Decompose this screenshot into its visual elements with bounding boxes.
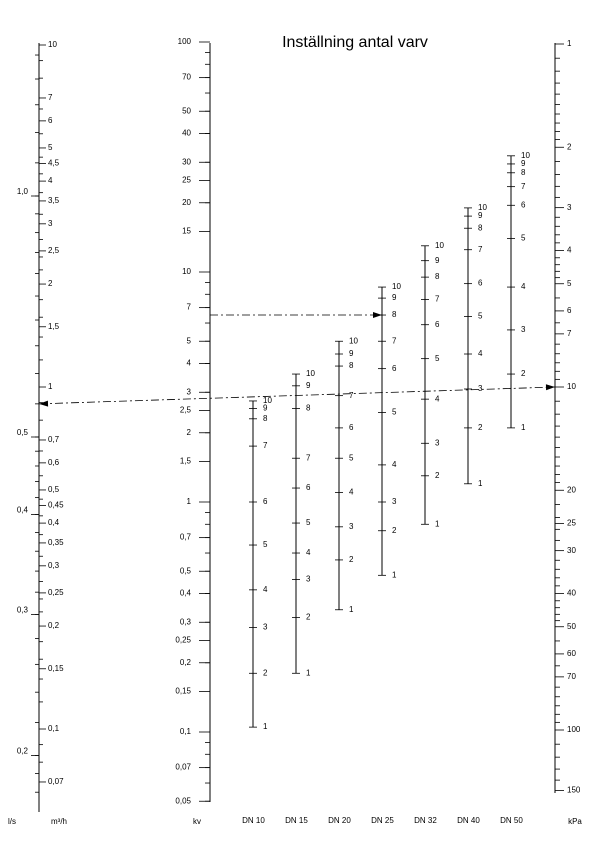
flow-ls-tick-label: 1,0 — [16, 187, 28, 197]
kv-tick-label: 3 — [186, 387, 191, 397]
flow-m3h-tick-label: 0,1 — [48, 724, 60, 734]
pressure-tick-label: 1 — [567, 39, 572, 49]
pressure-tick-label: 7 — [567, 328, 572, 338]
example-arrowhead-pressure — [546, 384, 555, 390]
valve-turn-label: 6 — [306, 483, 311, 493]
kv-tick-label: 0,5 — [179, 566, 191, 576]
kv-tick-label: 0,4 — [179, 588, 191, 598]
valve-turn-label: 5 — [435, 353, 440, 363]
valve-turn-label: 3 — [349, 521, 354, 531]
flow-m3h-tick-label: 0,6 — [48, 457, 60, 467]
flow-m3h-tick-label: 4 — [48, 176, 53, 186]
kv-tick-label: 40 — [182, 128, 191, 138]
valve-scales — [249, 151, 530, 731]
valve-turn-label: 3 — [435, 438, 440, 448]
kv-tick-label: 30 — [182, 157, 191, 167]
flow-m3h-unit: m³/h — [51, 817, 67, 826]
valve-turn-label: 5 — [521, 233, 526, 243]
valve-turn-label: 9 — [263, 403, 268, 413]
kv-tick-label: 25 — [182, 175, 191, 185]
flow-m3h-tick-label: 2,5 — [48, 246, 60, 256]
valve-name-label: DN 32 — [414, 816, 437, 826]
pressure-unit: kPa — [568, 817, 582, 826]
kv-tick-label: 0,05 — [175, 796, 191, 806]
valve-turn-label: 1 — [478, 478, 483, 488]
pressure-tick-label: 3 — [567, 202, 572, 212]
valve-turn-label: 8 — [263, 413, 268, 423]
kv-tick-label: 100 — [177, 37, 191, 47]
valve-turn-label: 9 — [349, 349, 354, 359]
nomogram-title: Inställning antal varv — [282, 34, 428, 51]
kv-tick-label: 0,25 — [175, 635, 191, 645]
valve-turn-label: 8 — [478, 223, 483, 233]
valve-turn-label: 3 — [392, 497, 397, 507]
valve-turn-label: 7 — [521, 181, 526, 191]
valve-turn-label: 4 — [349, 487, 354, 497]
flow-m3h-tick-label: 3 — [48, 218, 53, 228]
valve-turn-label: 6 — [521, 200, 526, 210]
flow-ls-unit: l/s — [8, 817, 16, 826]
kv-tick-label: 0,1 — [179, 727, 191, 737]
flow-m3h-tick-label: 3,5 — [48, 196, 60, 206]
valve-turn-label: 1 — [521, 422, 526, 432]
valve-turn-label: 5 — [263, 540, 268, 550]
flow-m3h-tick-label: 7 — [48, 93, 53, 103]
valve-turn-label: 6 — [478, 278, 483, 288]
kv-tick-label: 70 — [182, 72, 191, 82]
kv-tick-label: 1,5 — [179, 456, 191, 466]
flow-ls-ticks — [12, 0, 39, 851]
pressure-tick-label: 5 — [567, 278, 572, 288]
valve-turn-label: 10 — [478, 202, 487, 212]
valve-name-label: DN 40 — [457, 816, 480, 826]
pressure-tick-label: 100 — [567, 725, 581, 735]
pressure-tick-label: 4 — [567, 245, 572, 255]
flow-m3h-tick-label: 6 — [48, 115, 53, 125]
kv-tick-label: 2,5 — [179, 405, 191, 415]
pressure-tick-label: 10 — [567, 382, 576, 392]
pressure-ticks — [555, 39, 581, 794]
valve-turn-label: 9 — [306, 380, 311, 390]
pressure-tick-label: 20 — [567, 485, 576, 495]
valve-turn-label: 6 — [349, 422, 354, 432]
kv-tick-label: 7 — [186, 302, 191, 312]
valve-turn-label: 10 — [435, 240, 444, 250]
valve-turn-label: 7 — [435, 294, 440, 304]
valve-turn-label: 2 — [435, 470, 440, 480]
valve-name-label: DN 50 — [500, 816, 523, 826]
kv-tick-label: 0,07 — [175, 762, 191, 772]
flow-m3h-tick-label: 4,5 — [48, 158, 60, 168]
valve-turn-label: 10 — [306, 369, 315, 379]
kv-ticks — [175, 37, 210, 805]
example-arrowhead-flow — [39, 401, 48, 407]
valve-turn-label: 2 — [263, 668, 268, 678]
flow-ls-tick-label: 0,5 — [16, 428, 28, 438]
kv-tick-label: 10 — [182, 267, 191, 277]
valve-turn-label: 3 — [521, 325, 526, 335]
valve-turn-label: 9 — [478, 211, 483, 221]
kv-tick-label: 4 — [186, 358, 191, 368]
valve-turn-label: 6 — [263, 497, 268, 507]
valve-turn-label: 5 — [478, 311, 483, 321]
valve-turn-label: 10 — [521, 150, 530, 160]
valve-turn-label: 7 — [349, 390, 354, 400]
pressure-tick-label: 30 — [567, 545, 576, 555]
kv-tick-label: 2 — [186, 427, 191, 437]
flow-ls-tick-label: 0,4 — [16, 505, 28, 515]
valve-turn-label: 7 — [306, 453, 311, 463]
valve-turn-label: 2 — [349, 555, 354, 565]
valve-name-label: DN 15 — [285, 816, 308, 826]
pressure-tick-label: 2 — [567, 142, 572, 152]
kv-tick-label: 0,7 — [179, 532, 191, 542]
flow-m3h-tick-label: 0,35 — [48, 538, 64, 548]
valve-turn-label: 1 — [435, 519, 440, 529]
valve-name-label: DN 25 — [371, 816, 394, 826]
kv-tick-label: 15 — [182, 226, 191, 236]
valve-turn-label: 1 — [263, 722, 268, 732]
valve-name-label: DN 10 — [242, 816, 265, 826]
valve-turn-label: 4 — [435, 394, 440, 404]
valve-turn-label: 5 — [392, 407, 397, 417]
pressure-tick-label: 70 — [567, 671, 576, 681]
pressure-tick-label: 150 — [567, 785, 581, 795]
flow-m3h-tick-label: 10 — [48, 40, 57, 50]
valve-turn-label: 2 — [478, 422, 483, 432]
flow-m3h-tick-label: 0,5 — [48, 485, 60, 495]
valve-turn-label: 8 — [435, 272, 440, 282]
flow-m3h-tick-label: 1,5 — [48, 321, 60, 331]
valve-turn-label: 9 — [392, 293, 397, 303]
flow-m3h-ticks — [39, 40, 64, 786]
kv-tick-label: 0,2 — [179, 657, 191, 667]
valve-turn-label: 8 — [306, 403, 311, 413]
valve-name-label: DN 20 — [328, 816, 351, 826]
valve-turn-label: 4 — [392, 459, 397, 469]
kv-tick-label: 0,3 — [179, 617, 191, 627]
flow-m3h-tick-label: 5 — [48, 143, 53, 153]
valve-turn-label: 4 — [306, 548, 311, 558]
pressure-tick-label: 60 — [567, 649, 576, 659]
valve-turn-label: 1 — [306, 668, 311, 678]
valve-turn-label: 4 — [263, 584, 268, 594]
example-arrowhead-valve — [373, 312, 382, 318]
valve-turn-label: 6 — [435, 319, 440, 329]
valve-turn-label: 7 — [478, 244, 483, 254]
kv-tick-label: 0,15 — [175, 686, 191, 696]
flow-m3h-tick-label: 0,25 — [48, 588, 64, 598]
flow-m3h-tick-label: 0,2 — [48, 621, 60, 631]
valve-turn-label: 3 — [306, 574, 311, 584]
pressure-tick-label: 50 — [567, 621, 576, 631]
kv-tick-label: 5 — [186, 336, 191, 346]
kv-tick-label: 1 — [186, 497, 191, 507]
valve-turn-label: 5 — [349, 453, 354, 463]
valve-turn-label: 6 — [392, 363, 397, 373]
flow-m3h-tick-label: 0,4 — [48, 518, 60, 528]
valve-turn-label: 2 — [392, 525, 397, 535]
valve-turn-label: 2 — [306, 612, 311, 622]
valve-turn-label: 7 — [392, 336, 397, 346]
valve-labels — [242, 816, 523, 825]
valve-turn-label: 7 — [263, 441, 268, 451]
example-line-flow-to-pressure — [39, 387, 555, 404]
flow-m3h-tick-label: 0,15 — [48, 663, 64, 673]
pressure-tick-label: 6 — [567, 306, 572, 316]
kv-tick-label: 50 — [182, 106, 191, 116]
pressure-tick-label: 25 — [567, 518, 576, 528]
flow-ls-tick-label: 0,2 — [16, 746, 28, 756]
valve-turn-label: 2 — [521, 369, 526, 379]
valve-turn-label: 1 — [392, 570, 397, 580]
valve-turn-label: 10 — [349, 336, 358, 346]
valve-turn-label: 5 — [306, 518, 311, 528]
flow-m3h-tick-label: 0,45 — [48, 500, 64, 510]
valve-turn-label: 3 — [263, 622, 268, 632]
valve-turn-label: 10 — [263, 396, 272, 406]
flow-m3h-tick-label: 0,7 — [48, 435, 60, 445]
valve-turn-label: 8 — [521, 167, 526, 177]
flow-m3h-tick-label: 0,3 — [48, 560, 60, 570]
valve-turn-label: 9 — [521, 159, 526, 169]
valve-turn-label: 4 — [521, 282, 526, 292]
valve-turn-label: 10 — [392, 282, 401, 292]
flow-ls-tick-label: 0,3 — [16, 605, 28, 615]
valve-turn-label: 3 — [478, 384, 483, 394]
kv-tick-label: 20 — [182, 197, 191, 207]
flow-m3h-tick-label: 0,07 — [48, 777, 64, 787]
valve-turn-label: 8 — [349, 361, 354, 371]
valve-turn-label: 4 — [478, 349, 483, 359]
kv-unit: kv — [193, 817, 201, 826]
valve-turn-label: 1 — [349, 604, 354, 614]
flow-m3h-tick-label: 2 — [48, 279, 53, 289]
flow-m3h-tick-label: 1 — [48, 382, 53, 392]
valve-turn-label: 9 — [435, 255, 440, 265]
valve-turn-label: 8 — [392, 310, 397, 320]
pressure-tick-label: 40 — [567, 588, 576, 598]
